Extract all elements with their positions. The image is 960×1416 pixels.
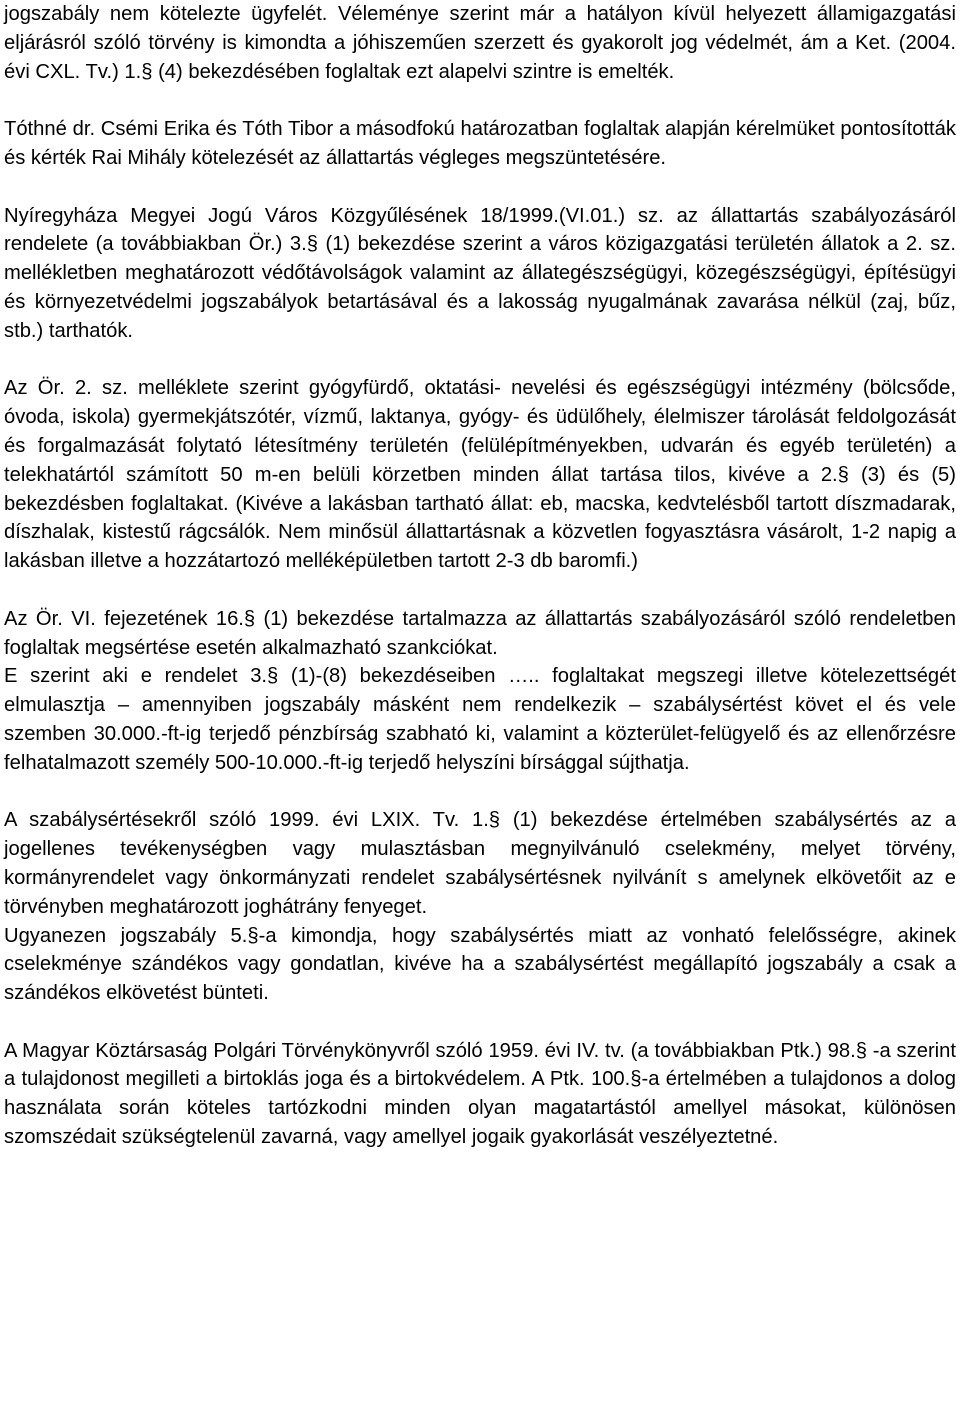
paragraph-liability: Ugyanezen jogszabály 5.§-a kimondja, hogy szabálysértés miatt az vonható felelősségre, akinek cselekménye szándékos vagy gondatlan, kivéve ha a szabálysértést megállapító jogszabály a csak a szándékos elkövetést bünteti. <box>4 924 956 1005</box>
document-page <box>4 0 956 1152</box>
paragraph-civil-code: A Magyar Köztársaság Polgári Törvénykönyvről szóló 1959. évi IV. tv. (a továbbiakban Ptk.) 98.§ -a szerint a tulajdonost megilleti a birtoklás joga és a birtokvédelem. A Ptk. 100.§-a értelmében a tulajdonos a dolog használata során köteles tartózkodni minden olyan magatartástól amellyel másokat, különösen szomszédait szükségtelenül zavarná, vagy amellyel jogaik gyakorlását veszélyeztetné. <box>4 1039 956 1149</box>
paragraph-ordinance: Nyíregyháza Megyei Jogú Város Közgyűlésének 18/1999.(VI.01.) sz. az állattartás szabályozásáról rendelete (a továbbiakban Ör.) 3.§ (1) bekezdése szerint a város közigazgatási területén állatok a 2. sz. mellékletben meghatározott védőtávolságok valamint az állategészségügyi, közegészségügyi, építésügyi és környezetvédelmi jogszabályok betartásával és a lakosság nyugalmának zavarása nélkül (zaj, bűz, stb.) tarthatók. <box>4 204 956 342</box>
paragraph-spacer <box>4 1008 956 1037</box>
paragraph-fine: E szerint aki e rendelet 3.§ (1)-(8) bekezdéseiben ….. foglaltakat megszegi illetve kötelezettségét elmulasztja – amennyiben jogszabály másként nem rendelkezik – szabálysértést követ el és vele szemben 30.000.-ft-ig terjedő pénzbírság szabható ki, valamint a közterület-felügyelő és az ellenőrzésre felhatalmazott személy 500-10.000.-ft-ig terjedő helyszíni bírsággal sújthatja. <box>4 665 956 774</box>
paragraph-spacer <box>4 778 956 807</box>
paragraph-request: Tóthné dr. Csémi Erika és Tóth Tibor a másodfokú határozatban foglaltak alapján kérelmüket pontosították és kérték Rai Mihály kötelezését az állattartás végleges megszüntetésére. <box>4 118 956 169</box>
paragraph-continuation: jogszabály nem kötelezte ügyfelét. Véleménye szerint már a hatályon kívül helyezett államigazgatási eljárásról szóló törvény is kimondta a jóhiszeműen szerzett és gyakorolt jog védelmét, ám a Ket. (2004. évi CXL. Tv.) 1.§ (4) bekezdésében foglaltak ezt alapelvi szintre is emelték. <box>4 3 956 83</box>
paragraph-spacer <box>4 576 956 605</box>
paragraph-spacer <box>4 86 956 115</box>
paragraph-offence-definition: A szabálysértésekről szóló 1999. évi LXIX. Tv. 1.§ (1) bekezdése értelmében szabálysértés az a jogellenes tevékenységben vagy mulasztásban megnyilvánuló cselekmény, melyet törvény, kormányrendelet vagy önkormányzati rendelet szabálysértésnek nyilvánít s amelynek elkövetőit az e törvényben meghatározott joghátrány fenyeget. <box>4 809 956 918</box>
paragraph-spacer <box>4 173 956 202</box>
paragraph-spacer <box>4 346 956 375</box>
paragraph-annex: Az Ör. 2. sz. melléklete szerint gyógyfürdő, oktatási- nevelési és egészségügyi intézmény (bölcsőde, óvoda, iskola) gyermekjátszótér, vízmű, laktanya, gyógy- és üdülőhely, élelmiszer tárolását feldolgozását és forgalmazását folytató létesítmény területén (felülépítményekben, udvarán és egyéb területén) a telekhatártól számított 50 m-en belüli körzetben minden állat tartása tilos, kivéve a 2.§ (3) és (5) bekezdésben foglaltakat. (Kivéve a lakásban tartható állat: eb, macska, kedvtelésből tartott díszmadarak, díszhalak, kistestű rágcsálók. Nem minősül állattartásnak a közvetlen fogyasztásra vásárolt, 1-2 napig a lakásban illetve a hozzátartozó melléképületben tartott 2-3 db baromfi.) <box>4 377 956 573</box>
paragraph-sanctions: Az Ör. VI. fejezetének 16.§ (1) bekezdése tartalmazza az állattartás szabályozásáról szóló rendeletben foglaltak megsértése esetén alkalmazható szankciókat. <box>4 607 956 659</box>
